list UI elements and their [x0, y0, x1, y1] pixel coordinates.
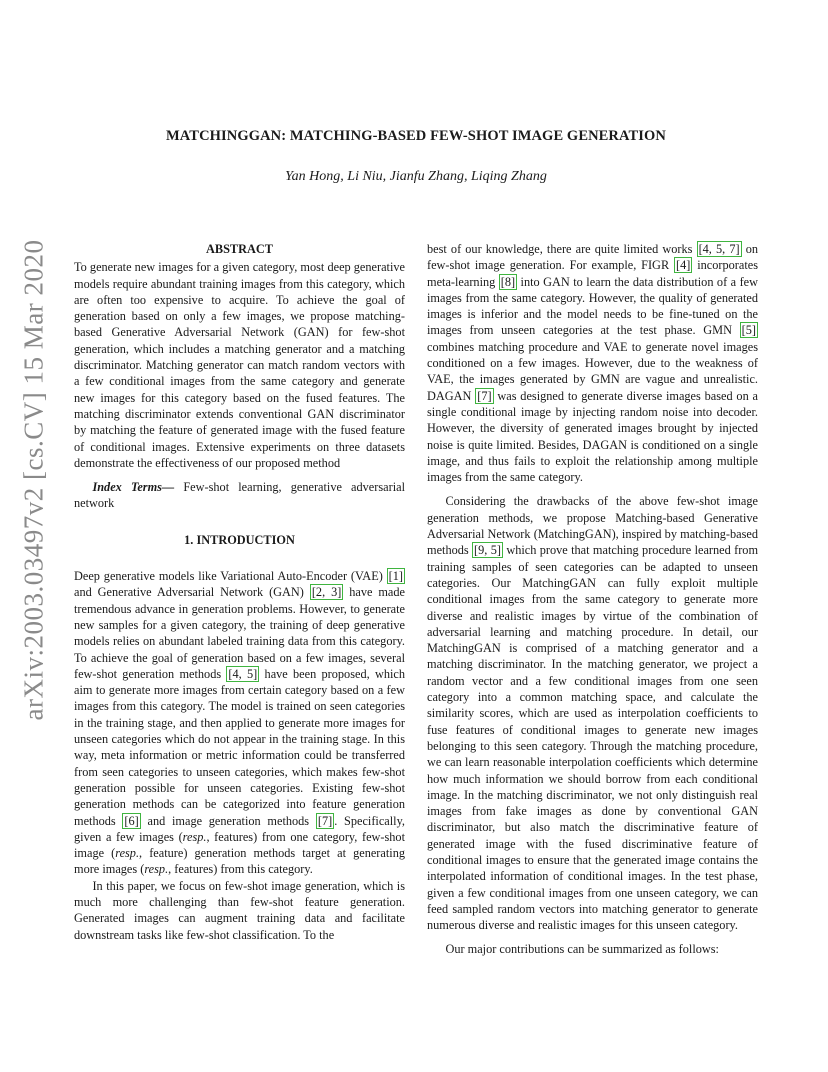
citation-link[interactable]: [9, 5]: [474, 543, 501, 558]
citation-link[interactable]: [7]: [317, 813, 333, 828]
italic-run: resp.: [115, 846, 140, 861]
citation-link[interactable]: [1]: [388, 569, 403, 584]
text-run: have been proposed, which aim to generate more images from certain category based on a few images from this category. The model is trained on seen categories in the training stage, and then applied to generate more images for unseen categories which do not appear in the training stage. In this way, meta information or metric information could be transferred from seen categories to unseen categories, which makes few-shot generation possible for unseen categories. Existing few-shot generation methods can be categorized into feature generation methods: [74, 666, 405, 828]
intro-paragraph-5: Our major contributions can be summarized as follows:: [445, 942, 719, 957]
text-run: Deep generative models like Variational Auto-Encoder (VAE): [74, 569, 387, 584]
text-run: combines matching procedure and VAE to generate novel images conditioned on a few images. However, due to the weakness of VAE, the images generated by GMN are vague and unrealistic. DAGAN: [427, 339, 758, 403]
citation-link[interactable]: [5]: [741, 323, 756, 338]
index-terms-label: Index Terms—: [92, 480, 175, 495]
intro-paragraph-1: [74, 568, 405, 878]
text-run: best of our knowledge, there are quite limited works: [427, 242, 697, 256]
paper-authors: Yan Hong, Li Niu, Jianfu Zhang, Liqing Zhang: [285, 169, 547, 184]
citation-link[interactable]: [8]: [500, 274, 516, 289]
abstract-text: To generate new images for a given category, most deep generative models require abundant training images from this category, which are often too expensive to acquire. To achieve the goal of generation based on only a few images, we propose matching-based Generative Adversarial Network (GAN) for few-shot generation, which includes a matching generator and a matching discriminator. Matching generator can match random vectors with a few conditional images from the same category and generate new images for this category based on the fused features. The matching discriminator extends conventional GAN discriminator by matching the feature of generated image with the fused feature of conditional images. Extensive experiments on three datasets demonstrate the effectiveness of our proposed method: [74, 260, 405, 470]
text-run: incorporates meta-learning: [427, 258, 758, 289]
citation-link[interactable]: [4]: [676, 258, 691, 273]
citation-link[interactable]: [4, 5, 7]: [698, 242, 740, 256]
citation-link[interactable]: [6]: [124, 813, 139, 828]
arxiv-stamp-container: [14, 239, 54, 721]
text-run: Considering the drawbacks of the above few-shot image generation methods, we propose Matching-based Generative Adversarial Network (MatchingGAN), inspired by matching-based methods: [427, 494, 758, 558]
text-run: which prove that matching procedure learned from training samples of seen categories can be adapted to unseen categories. Our MatchingGAN can fully exploit multiple conditional images from the same category to generate more diverse and realistic images by virtue of the combination of adversarial learning and matching procedure. In detail, our MatchingGAN is comprised of a matching generator and a matching discriminator. In the matching generator, we project a random vector and a few conditional images from one seen category into a common matching space, and calculate the similarity scores, which are used as interpolation coefficients to fuse features of conditional images to generate new images belonging to this seen category. Through the matching procedure, we can learn reasonable interpolation coefficients which determine how much information we should borrow from each conditional image. In the matching discriminator, we not only distinguish real images from fake images as done by conventional GAN discriminator, but also match the discriminative feature of generated image with the fused discriminative feature of conditional images to ensure that the generated image contains the interpolated information of conditional images. In the test phase, given a few conditional images from one unseen category, we can feed sampled random vectors into matching generator to generate numerous diverse and realistic images for this unseen category.: [427, 543, 759, 933]
intro-paragraph-2: In this paper, we focus on few-shot image generation, which is much more challenging than few-shot feature generation. Generated images can augment training data and facilitate downstream tasks like few-shot classification. To the: [74, 878, 405, 942]
citation-link[interactable]: [2, 3]: [311, 585, 342, 600]
citation-link[interactable]: [7]: [477, 388, 492, 403]
intro-paragraph-4: [427, 493, 758, 933]
text-run: have made tremendous advance in generation problems. However, to generate new samples for a given category, the training of deep generative models relies on abundant labeled training data from this category. To achieve the goal of generation based on a few images, several few-shot generation methods: [74, 585, 405, 681]
text-run: , feature) generation methods target at generating more images (: [74, 846, 405, 877]
index-terms-text: Few-shot learning, generative adversarial network: [74, 480, 405, 511]
arxiv-stamp: arXiv:2003.03497v2 [cs.CV] 15 Mar 2020: [18, 239, 49, 721]
citation-link[interactable]: [4, 5]: [228, 666, 258, 681]
text-run: into GAN to learn the data distribution of a few images from the same category. However, the quality of generated images is inferior and the model needs to be fine-tuned on the images from unseen categories at the test phase. GMN: [427, 274, 758, 338]
text-run: . Specifically, given a few images (: [74, 813, 406, 844]
left-column: [74, 241, 405, 943]
text-run: , features) from one category, few-shot image (: [74, 829, 406, 861]
intro-paragraph-3: [427, 241, 758, 485]
italic-run: resp.: [144, 862, 169, 877]
text-run: and Generative Adversarial Network (GAN): [74, 585, 310, 600]
abstract-heading: ABSTRACT: [206, 242, 273, 256]
intro-heading: 1. INTRODUCTION: [184, 532, 295, 547]
paper-title: MATCHINGGAN: MATCHING-BASED FEW-SHOT IMAGE GENERATION: [166, 128, 666, 144]
right-column: [427, 241, 758, 958]
text-run: and image generation methods: [140, 813, 316, 828]
index-terms: [74, 479, 405, 512]
text-run: , features) from this category.: [168, 862, 313, 877]
italic-run: resp.: [182, 829, 207, 844]
text-run: on few-shot image generation. For example, FIGR: [427, 242, 758, 273]
text-run: was designed to generate diverse images based on a single conditional image by injecting random noise into decoder. However, the diversity of generated images brought by injected noise is quite limited. Besides, DAGAN is conditioned on a single image, and thus fails to exploit the relationship among multiple images from the same category.: [427, 388, 758, 485]
